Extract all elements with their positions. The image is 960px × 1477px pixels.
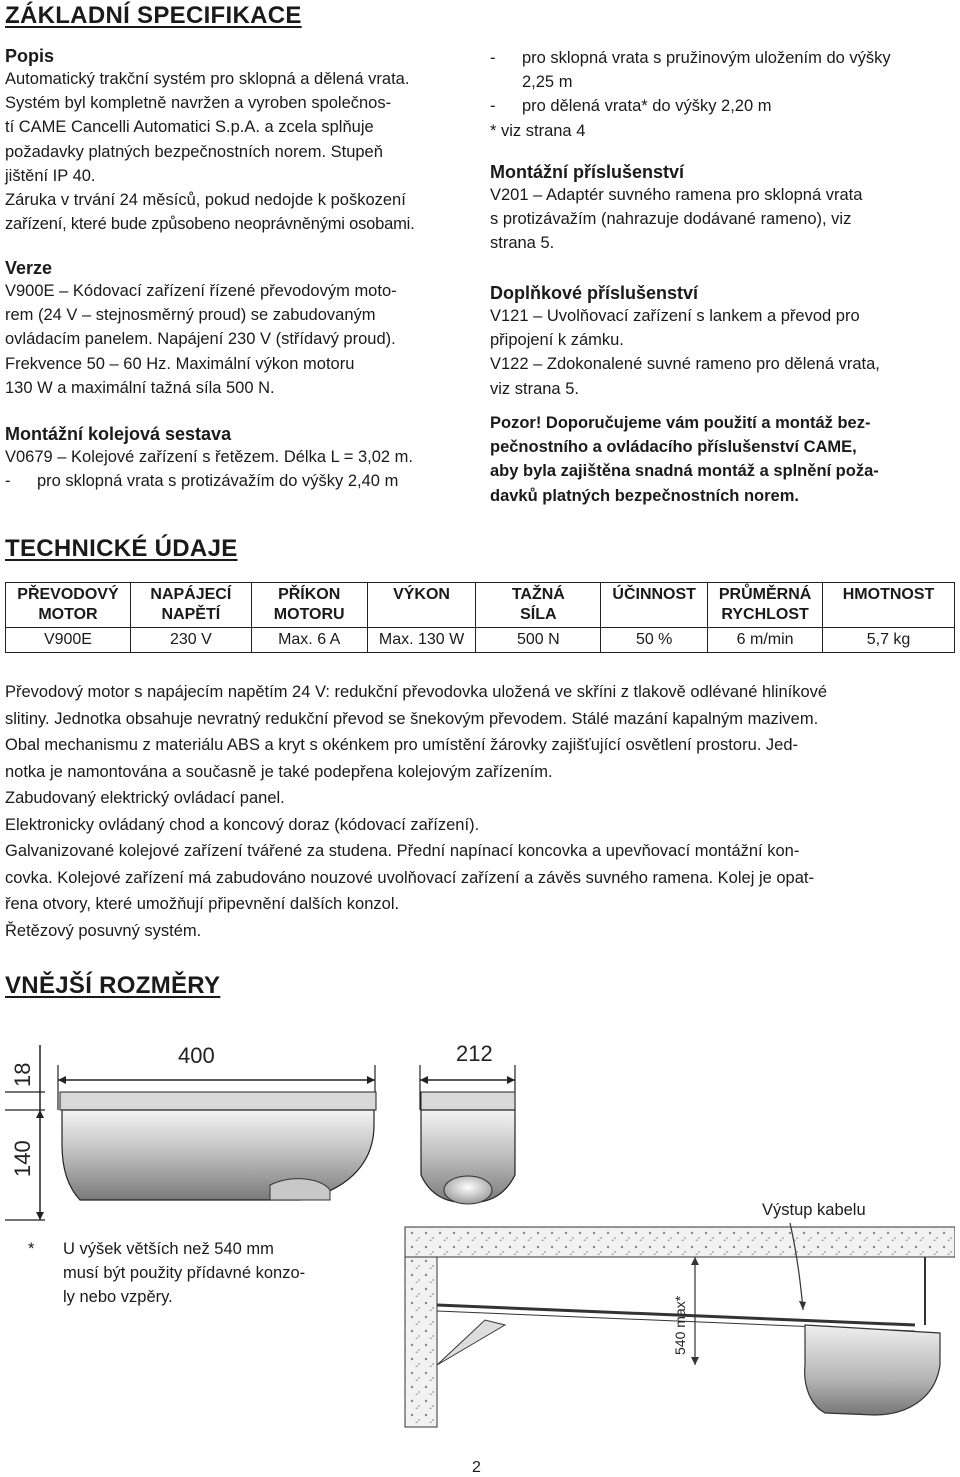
popis-line: Záruka v trvání 24 měsíců, pokud nedojde k poškození (5, 191, 406, 210)
spec-cell: 230 V (130, 628, 251, 653)
left-column (5, 46, 475, 254)
description-line: slitiny. Jednotka obsahuje nevratný redukční převod se šnekovým převodem. Stálé mazání kapalným mazivem. (5, 709, 819, 728)
popis-line: požadavky platných bezpečnostních norem. Stupeň (5, 142, 383, 161)
doplnkove-heading: Doplňkové příslušenství (490, 283, 699, 303)
spec-cell: Max. 6 A (251, 628, 367, 653)
spec-cell: 5,7 kg (823, 628, 955, 653)
prislusenstvi-line: strana 5. (490, 234, 555, 253)
installation-drawing (395, 1215, 955, 1430)
description-line: Galvanizované kolejové zařízení tvářené za studena. Přední napínací koncovka a upevňovací montážní kon- (5, 842, 800, 860)
doplnkove-line: V121 – Uvolňovací zařízení s lankem a převod pro (490, 307, 860, 325)
warning-line: Pozor! Doporučujeme vám použití a montáž bez- (490, 414, 871, 432)
dash-list-item: - pro dělená vrata* do výšky 2,20 m (490, 97, 772, 116)
spec-cell: 6 m/min (708, 628, 823, 653)
spec-cell: V900E (6, 628, 131, 653)
verze-line: 130 W a maximální tažná síla 500 N. (5, 378, 275, 397)
description-line: covka. Kolejové zařízení má zabudováno nouzové uvolňovací zařízení a závěs suvného ramena. Kolej je opat- (5, 868, 814, 887)
description-line: notka je namontována a současně je také podepřena kolejovým zařízením. (5, 762, 553, 781)
footnote-star: * (28, 1240, 35, 1258)
spec-header-cell: VÝKON (367, 583, 476, 628)
footnote-line: U výšek větších než 540 mm (63, 1240, 274, 1258)
motor-front-view (421, 1092, 515, 1204)
verze-line: ovládacím panelem. Napájení 230 V (střídavý proud). (5, 330, 396, 349)
spec-cell: Max. 130 W (367, 628, 476, 653)
spec-header-cell: PRŮMĚRNÁ RYCHLOST (708, 583, 823, 628)
footnote-line: ly nebo vzpěry. (63, 1288, 173, 1307)
dimension-drawing (0, 1025, 520, 1225)
description-line: Převodový motor s napájecím napětím 24 V: redukční převodovka uložená ve skříni z tlakově odlévané hliníkové (5, 683, 828, 701)
dimensions-heading: VNĚJŠÍ ROZMĚRY (5, 972, 221, 999)
warning-notice (490, 411, 955, 508)
spec-cell: 500 N (476, 628, 601, 653)
motor-unit (805, 1325, 940, 1415)
popis-line: Automatický trakční systém pro sklopná a dělená vrata. (5, 70, 410, 88)
max-height-label: 540 max* (672, 1295, 688, 1355)
verze-line: rem (24 V – stejnosměrný proud) se zabudovaným (5, 306, 376, 325)
cable-exit-label: Výstup kabelu (762, 1201, 866, 1219)
motor-side-view (60, 1092, 376, 1200)
description-line: Zabudovaný elektrický ovládací panel. (5, 789, 285, 807)
montazni-sestava-heading: Montážní kolejová sestava (5, 424, 232, 444)
right-column (490, 46, 955, 143)
spec-table (5, 582, 955, 653)
spec-table-row (6, 628, 955, 653)
page-number: 2 (472, 1459, 481, 1476)
description-line: Řetězový posuvný systém. (5, 921, 202, 940)
montazni-prislusenstvi-heading: Montážní příslušenství (490, 162, 685, 182)
montazni-sestava-line: V0679 – Kolejové zařízení s řetězem. Délka L = 3,02 m. (5, 448, 413, 466)
prislusenstvi-line: V201 – Adaptér suvného ramena pro sklopná vrata (490, 186, 863, 204)
warning-line: aby byla zajištěna snadná montáž a splnění poža- (490, 462, 879, 481)
doplnkove-line: V122 – Zdokonalené suvné rameno pro dělená vrata, (490, 355, 880, 374)
drive-arm (437, 1320, 505, 1365)
description-block (5, 679, 953, 944)
warning-line: davků platných bezpečnostních norem. (490, 486, 799, 505)
popis-line: jištění IP 40. (5, 166, 96, 185)
dim-400-label: 400 (178, 1043, 215, 1068)
technical-heading: TECHNICKÉ ÚDAJE (5, 535, 238, 562)
ceiling-slab (405, 1227, 955, 1257)
dash-list-item: - pro sklopná vrata s pružinovým uložením do výšky 2,25 m (490, 49, 891, 92)
dim-140-label: 140 (10, 1140, 35, 1177)
wall (405, 1257, 437, 1427)
spec-header-cell: PŘEVODOVÝ MOTOR (6, 583, 131, 628)
description-line: Elektronicky ovládaný chod a koncový doraz (kódovací zařízení). (5, 815, 480, 834)
popis-line: Systém byl kompletně navržen a vyroben společnos- (5, 94, 392, 113)
popis-line: tí CAME Cancelli Automatici S.p.A. a zcela splňuje (5, 118, 374, 137)
popis-line: zařízení, které bude způsobeno neoprávněnými osobami. (5, 215, 415, 234)
verze-line: V900E – Kódovací zařízení řízené převodovým moto- (5, 282, 397, 300)
spec-cell: 50 % (601, 628, 708, 653)
verze-heading: Verze (5, 258, 53, 278)
footnote-line: musí být použity přídavné konzo- (63, 1264, 306, 1283)
spec-header-cell: TAŽNÁ SÍLA (476, 583, 601, 628)
doplnkove-line: připojení k zámku. (490, 331, 624, 350)
popis-heading: Popis (5, 46, 55, 66)
dash-list-item: - pro sklopná vrata s protizávažím do výšky 2,40 m (5, 472, 399, 491)
spec-header-cell: NAPÁJECÍ NAPĚTÍ (130, 583, 251, 628)
footnote (63, 1237, 363, 1310)
dim-18-label: 18 (10, 1062, 35, 1087)
verze-section (5, 258, 475, 400)
footnote-reference: * viz strana 4 (490, 121, 586, 140)
prislusenstvi-line: s protizávažím (nahrazuje dodávané rameno), viz (490, 210, 852, 229)
spec-header-cell: ÚČINNOST (601, 583, 708, 628)
verze-line: Frekvence 50 – 60 Hz. Maximální výkon motoru (5, 354, 355, 373)
doplnkove-line: viz strana 5. (490, 379, 579, 398)
montazni-prislusenstvi-section (490, 162, 955, 256)
description-line: Obal mechanismu z materiálu ABS a kryt s okénkem pro umístění žárovky zajišťující osvětlení prostoru. Jed- (5, 736, 799, 754)
spec-header-cell: HMOTNOST (823, 583, 955, 628)
spec-header-cell: PŘÍKON MOTORU (251, 583, 367, 628)
spec-table-header-row (6, 583, 955, 628)
warning-line: pečnostního a ovládacího příslušenství CAME, (490, 438, 857, 457)
doplnkove-section (490, 283, 955, 401)
popis-section (5, 46, 475, 236)
dimension-line-540 (691, 1257, 699, 1365)
dim-212-label: 212 (456, 1041, 493, 1066)
page-title: ZÁKLADNÍ SPECIFIKACE (5, 2, 302, 29)
montazni-sestava-section (5, 424, 475, 493)
description-line: řena otvory, které umožňují připevnění dalších konzol. (5, 895, 400, 913)
